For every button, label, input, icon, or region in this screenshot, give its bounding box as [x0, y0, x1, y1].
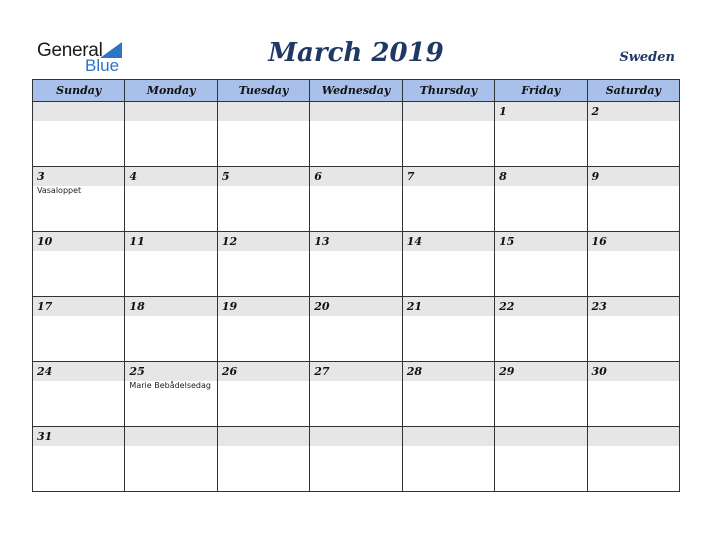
day-number-bar [310, 102, 401, 121]
week-row [33, 167, 680, 232]
empty-day-cell [125, 427, 217, 492]
day-number: 18 [129, 300, 145, 313]
day-number-bar [218, 167, 309, 186]
day-cell-11 [125, 232, 217, 297]
day-number-bar [403, 102, 494, 121]
empty-day-cell [217, 102, 309, 167]
day-cell-8 [495, 167, 587, 232]
day-number: 7 [406, 170, 415, 183]
empty-day-cell [402, 102, 494, 167]
day-number: 5 [221, 170, 230, 183]
empty-day-cell [217, 427, 309, 492]
day-cell-7 [402, 167, 494, 232]
holiday-label: Vasaloppet [37, 186, 82, 195]
day-cell-13 [310, 232, 402, 297]
empty-day-cell [310, 427, 402, 492]
day-cell-12 [217, 232, 309, 297]
day-number-bar [310, 427, 401, 446]
day-number: 14 [406, 235, 422, 248]
day-cell-15 [495, 232, 587, 297]
day-number: 28 [406, 365, 422, 378]
day-cell-19 [217, 297, 309, 362]
day-cell-26 [217, 362, 309, 427]
country-label: Sweden [619, 50, 675, 65]
day-number-bar [33, 102, 124, 121]
day-number: 23 [591, 300, 607, 313]
week-row [33, 362, 680, 427]
day-number: 6 [314, 170, 322, 183]
day-number-bar [588, 102, 679, 121]
day-cell-24 [33, 362, 125, 427]
day-cell-9 [587, 167, 679, 232]
logo-blue-text: Blue [85, 56, 120, 75]
day-cell-2 [587, 102, 679, 167]
day-number: 1 [499, 105, 507, 118]
day-number-bar [403, 427, 494, 446]
day-number-bar [588, 427, 679, 446]
day-cell-28 [402, 362, 494, 427]
week-row [33, 102, 680, 167]
empty-day-cell [33, 102, 125, 167]
day-number: 10 [37, 235, 53, 248]
week-row [33, 297, 680, 362]
day-cell-10 [33, 232, 125, 297]
weekday-header: Tuesday [217, 80, 309, 102]
weekday-header: Wednesday [310, 80, 402, 102]
weekday-header: Thursday [402, 80, 494, 102]
week-row [33, 427, 680, 492]
day-number: 22 [499, 300, 515, 313]
day-number: 11 [129, 235, 145, 248]
logo-general-text: General [37, 40, 103, 61]
weekday-header: Friday [495, 80, 587, 102]
day-number: 20 [314, 300, 330, 313]
day-number: 19 [221, 300, 238, 313]
weekday-header-row [33, 80, 680, 102]
day-cell-17 [33, 297, 125, 362]
day-cell-14 [402, 232, 494, 297]
day-number-bar [33, 167, 124, 186]
day-number: 16 [591, 235, 607, 248]
day-number: 9 [591, 170, 600, 183]
day-cell-30 [587, 362, 679, 427]
day-number: 29 [499, 365, 515, 378]
day-cell-31 [33, 427, 125, 492]
calendar-grid [32, 79, 680, 492]
day-cell-27 [310, 362, 402, 427]
holiday-label: Marie Bebådelsedag [129, 381, 211, 390]
day-number: 21 [406, 300, 422, 313]
weekday-header: Monday [125, 80, 217, 102]
empty-day-cell [402, 427, 494, 492]
empty-day-cell [587, 427, 679, 492]
day-number-bar [495, 167, 586, 186]
day-number: 12 [221, 235, 238, 248]
day-number: 30 [591, 365, 607, 378]
day-cell-25 [125, 362, 217, 427]
day-cell-29 [495, 362, 587, 427]
day-number-bar [403, 167, 494, 186]
day-cell-20 [310, 297, 402, 362]
day-cell-6 [310, 167, 402, 232]
day-number-bar [218, 102, 309, 121]
day-cell-16 [587, 232, 679, 297]
day-number: 17 [37, 300, 53, 313]
day-number-bar [310, 167, 401, 186]
empty-day-cell [125, 102, 217, 167]
day-number: 3 [37, 170, 45, 183]
day-cell-5 [217, 167, 309, 232]
day-cell-3 [33, 167, 125, 232]
empty-day-cell [495, 427, 587, 492]
day-number-bar [495, 102, 586, 121]
day-cell-21 [402, 297, 494, 362]
empty-day-cell [310, 102, 402, 167]
day-number: 26 [221, 365, 238, 378]
day-cell-4 [125, 167, 217, 232]
day-cell-22 [495, 297, 587, 362]
weekday-header: Saturday [587, 80, 679, 102]
weekday-header: Sunday [33, 80, 125, 102]
calendar-title: March 2019 [268, 38, 444, 68]
day-number: 31 [37, 430, 53, 443]
week-row [33, 232, 680, 297]
day-number-bar [125, 427, 216, 446]
day-number-bar [588, 167, 679, 186]
day-number-bar [125, 102, 216, 121]
day-number: 13 [314, 235, 330, 248]
day-number-bar [125, 167, 216, 186]
day-number: 4 [129, 170, 138, 183]
day-number: 24 [37, 365, 53, 378]
day-number: 27 [314, 365, 330, 378]
day-number: 8 [499, 170, 507, 183]
day-number: 15 [499, 235, 515, 248]
day-cell-1 [495, 102, 587, 167]
day-number: 2 [591, 105, 600, 118]
day-cell-18 [125, 297, 217, 362]
day-number: 25 [129, 365, 145, 378]
day-number-bar [218, 427, 309, 446]
day-number-bar [495, 427, 586, 446]
day-cell-23 [587, 297, 679, 362]
